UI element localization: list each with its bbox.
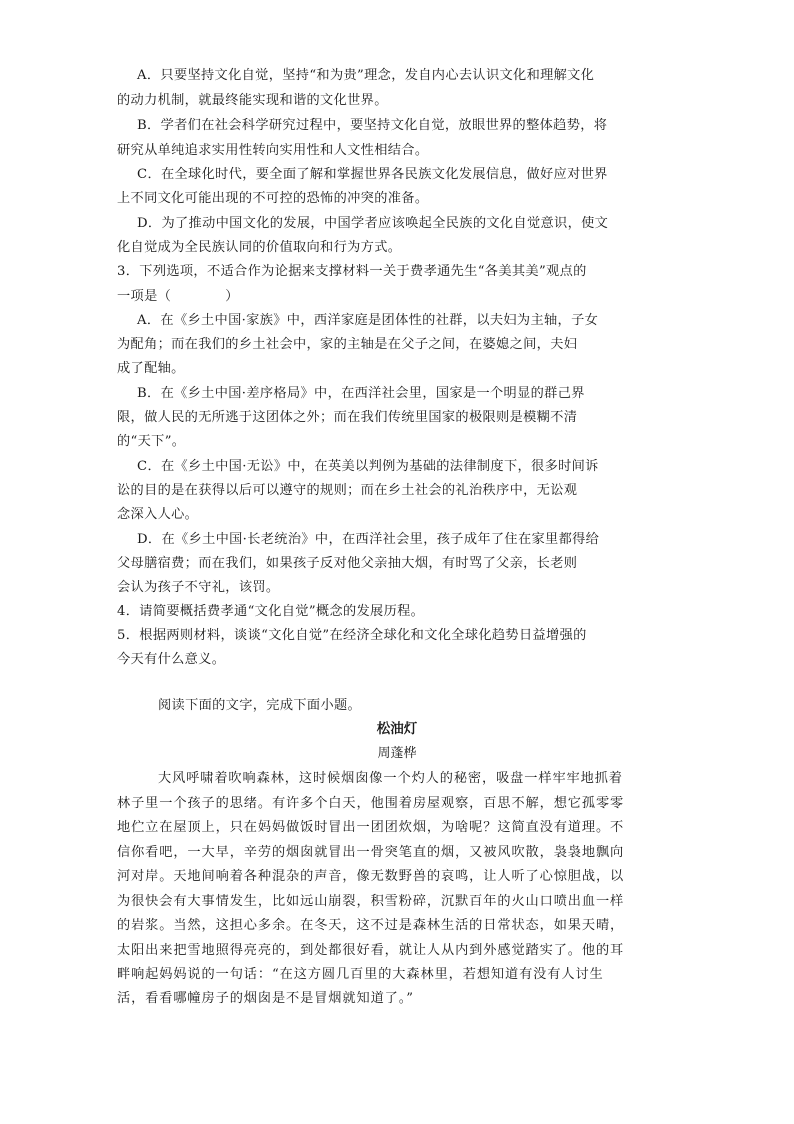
q2-option-b-line2: 研究从单纯追求实用性转向实用性和人文性相结合。	[117, 143, 429, 158]
passage-line: 的岩浆。当然，这担心多余。在冬天，这不过是森林生活的日常状态，如果天晴，	[117, 918, 625, 933]
q2-option-b-line1: B．学者们在社会科学研究过程中，要坚持文化自觉，放眼世界的整体趋势，将	[137, 118, 608, 133]
q2-option-d-line2: 化自觉成为全民族认同的价值取向和行为方式。	[117, 240, 402, 255]
passage-line: 畔响起妈妈说的一句话：“在这方圆几百里的大森林里，若想知道有没有人讨生	[117, 967, 604, 982]
q5-stem-line2: 今天有什么意义。	[117, 652, 226, 667]
passage-line: 地伫立在屋顶上，只在妈妈做饭时冒出一团团炊烟，为啥呢？这简直没有道理。不	[117, 820, 625, 835]
passage-line: 林子里一个孩子的思绪。有许多个白天，他围着房屋观察，百思不解，想它孤零零	[117, 796, 625, 811]
q2-option-d-line1: D．为了推动中国文化的发展，中国学者应该唤起全民族的文化自觉意识，使文	[137, 216, 609, 231]
q3-option-a-line3: 成了配轴。	[117, 361, 185, 376]
q2-option-a-line1: A．只要坚持文化自觉，坚持“和为贵”理念，发自内心去认识文化和理解文化	[137, 68, 595, 83]
passage-line: 太阳出来把雪地照得亮亮的，到处都很好看，就让人从内到外感觉踏实了。他的耳	[117, 943, 625, 958]
q3-option-d-line3: 会认为孩子不守礼，该罚。	[117, 580, 280, 595]
q4-stem: 4．请简要概括费孝通“文化自觉”概念的发展历程。	[117, 604, 425, 619]
story-title: 松油灯	[376, 721, 418, 737]
passage-line: 信你看吧，一大早，辛劳的烟囱就冒出一骨突笔直的烟，又被风吹散，袅袅地飘向	[117, 845, 625, 860]
q3-option-c-line2: 讼的目的是在获得以后可以遵守的规则；而在乡土社会的礼治秩序中，无讼观	[117, 483, 578, 498]
q3-option-d-line1: D．在《乡土中国·长老统治》中，在西洋社会里，孩子成年了住在家里都得给	[137, 532, 600, 547]
q2-option-a-line2: 的动力机制，就最终能实现和谐的文化世界。	[117, 93, 388, 108]
q3-option-b-line3: 的“天下”。	[117, 434, 186, 449]
q3-option-a-line2: 为配角；而在我们的乡土社会中，家的主轴是在父子之间，在婆媳之间，夫妇	[117, 337, 578, 352]
q3-option-d-line2: 父母膳宿费；而在我们，如果孩子反对他父亲抽大烟，有时骂了父亲，长老则	[117, 556, 578, 571]
q3-option-b-line1: B．在《乡土中国·差序格局》中，在西洋社会里，国家是一个明显的群己界	[137, 386, 585, 401]
q2-option-c-line2: 上不同文化可能出现的不可控的恐怖的冲突的准备。	[117, 191, 429, 206]
q3-option-b-line2: 限，做人民的无所逃于这团体之外；而在我们传统里国家的极限则是模糊不清	[117, 410, 578, 425]
passage-line: 河对岸。天地间响着各种混杂的声音，像无数野兽的哀鸣，让人听了心惊胆战，以	[117, 869, 625, 884]
q3-option-a-line1: A．在《乡土中国·家族》中，西洋家庭是团体性的社群，以夫妇为主轴，子女	[137, 313, 599, 328]
q3-option-c-line3: 念深入人心。	[117, 507, 199, 522]
reading-instruction: 阅读下面的文字，完成下面小题。	[158, 698, 362, 713]
passage-line: 活，看看哪幢房子的烟囱是不是冒烟就知道了。”	[117, 991, 414, 1006]
q2-option-c-line1: C．在全球化时代，要全面了解和掌握世界各民族文化发展信息，做好应对世界	[137, 167, 608, 182]
passage-line: 大风呼啸着吹响森林，这时候烟囱像一个灼人的秘密，吸盘一样牢牢地抓着	[158, 771, 623, 786]
q3-stem-line2: 一项是（ ）	[117, 289, 239, 304]
q3-option-c-line1: C．在《乡土中国·无讼》中，在英美以判例为基础的法律制度下，很多时间诉	[137, 459, 599, 474]
story-author: 周蓬桦	[377, 746, 417, 761]
passage-line: 为很快会有大事情发生，比如远山崩裂，积雪粉碎，沉默百年的火山口喷出血一样	[117, 894, 625, 909]
q3-stem-line1: 3．下列选项，不适合作为论据来支撑材料一关于费孝通先生“各美其美”观点的	[117, 264, 587, 279]
q5-stem-line1: 5．根据两则材料，谈谈“文化自觉”在经济全球化和文化全球化趋势日益增强的	[117, 628, 587, 643]
